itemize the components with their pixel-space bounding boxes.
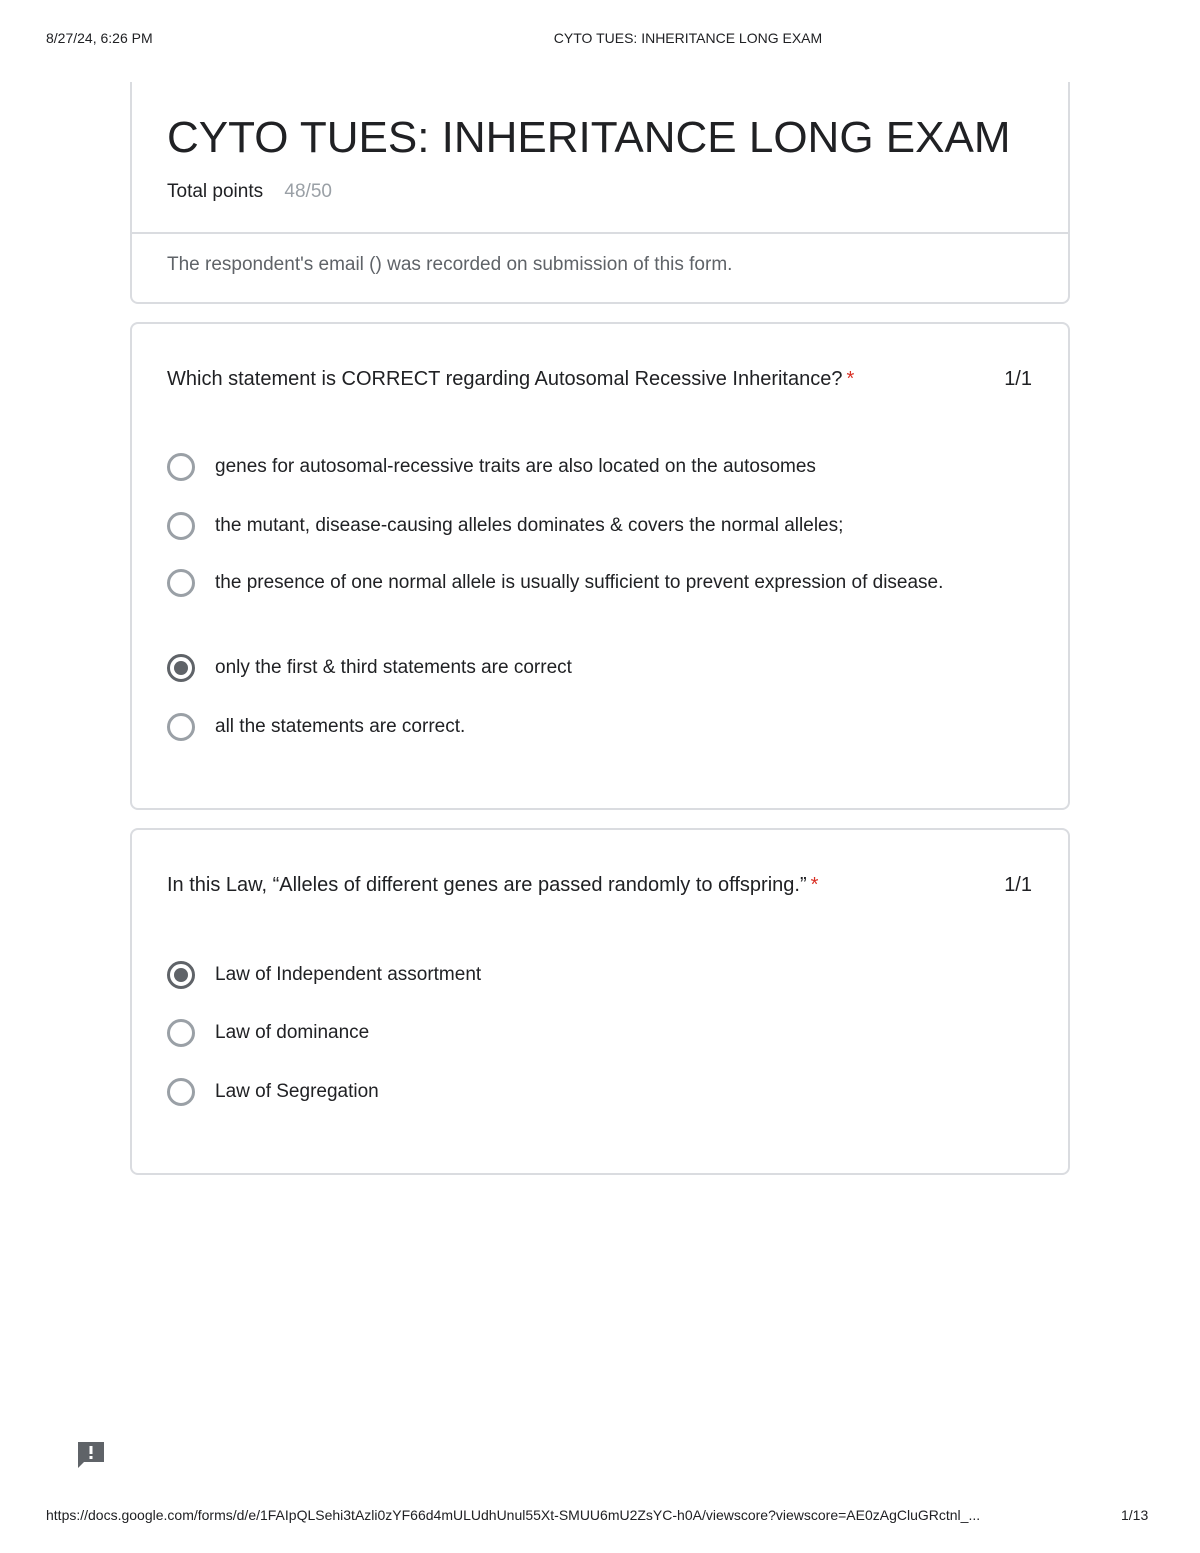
- question-score: 1/1: [1004, 368, 1032, 390]
- radio-button[interactable]: [167, 1019, 195, 1047]
- print-date: 8/27/24, 6:26 PM: [46, 30, 153, 46]
- question-title: [167, 872, 967, 898]
- print-url: https://docs.google.com/forms/d/e/1FAIpQLSehi3tAzli0zYF66d4mULUdhUnul55Xt-SMUU6mU2ZsYC-h0A/viewscore?viewscore=AE0zAgCluGRctnl_...: [46, 1507, 981, 1523]
- radio-option[interactable]: [167, 1077, 987, 1106]
- total-points-label: Total points: [167, 181, 264, 202]
- question-text: In this Law, “Alleles of different genes are passed randomly to offspring.”: [167, 874, 807, 896]
- print-page-number: 1/13: [1121, 1507, 1149, 1523]
- form-title: CYTO TUES: INHERITANCE LONG EXAM: [167, 113, 1011, 162]
- header-divider: [132, 232, 1068, 234]
- question-score: 1/1: [1004, 874, 1032, 896]
- radio-button[interactable]: [167, 569, 195, 597]
- radio-button[interactable]: [167, 1078, 195, 1106]
- print-doc-title: CYTO TUES: INHERITANCE LONG EXAM: [553, 30, 823, 46]
- radio-option[interactable]: [167, 452, 987, 481]
- option-label: Law of Independent assortment: [215, 964, 482, 985]
- radio-option[interactable]: [167, 653, 987, 682]
- question-title: [167, 366, 967, 392]
- radio-option[interactable]: [167, 712, 987, 741]
- option-label: genes for autosomal-recessive traits are also located on the autosomes: [215, 456, 816, 477]
- total-points-value: 48/50: [284, 181, 332, 202]
- report-feedback-icon[interactable]: [76, 1440, 106, 1470]
- required-asterisk: *: [846, 368, 855, 390]
- option-label: the presence of one normal allele is usually sufficient to prevent expression of disease.: [215, 572, 944, 593]
- question-text: Which statement is CORRECT regarding Autosomal Recessive Inheritance?: [167, 368, 843, 390]
- email-recorded-note: The respondent's email () was recorded on submission of this form.: [167, 254, 733, 275]
- radio-button[interactable]: [167, 453, 195, 481]
- radio-button-selected[interactable]: [167, 654, 195, 682]
- print-header: [0, 30, 1200, 50]
- total-points: [167, 180, 332, 204]
- radio-button[interactable]: [167, 512, 195, 540]
- required-asterisk: *: [810, 874, 819, 896]
- radio-button-selected[interactable]: [167, 961, 195, 989]
- form-header-card: [130, 82, 1070, 304]
- radio-option[interactable]: [167, 1018, 987, 1047]
- option-label: Law of dominance: [215, 1022, 370, 1043]
- radio-option[interactable]: [167, 960, 987, 989]
- option-label: all the statements are correct.: [215, 716, 466, 737]
- question-card-1: [130, 322, 1070, 810]
- option-label: Law of Segregation: [215, 1081, 379, 1102]
- radio-option[interactable]: [167, 511, 987, 540]
- option-label: the mutant, disease-causing alleles dominates & covers the normal alleles;: [215, 515, 844, 536]
- radio-option[interactable]: [167, 568, 987, 597]
- feedback-bubble-icon: [76, 1440, 106, 1470]
- question-card-2: [130, 828, 1070, 1175]
- option-label: only the first & third statements are correct: [215, 657, 572, 678]
- radio-button[interactable]: [167, 713, 195, 741]
